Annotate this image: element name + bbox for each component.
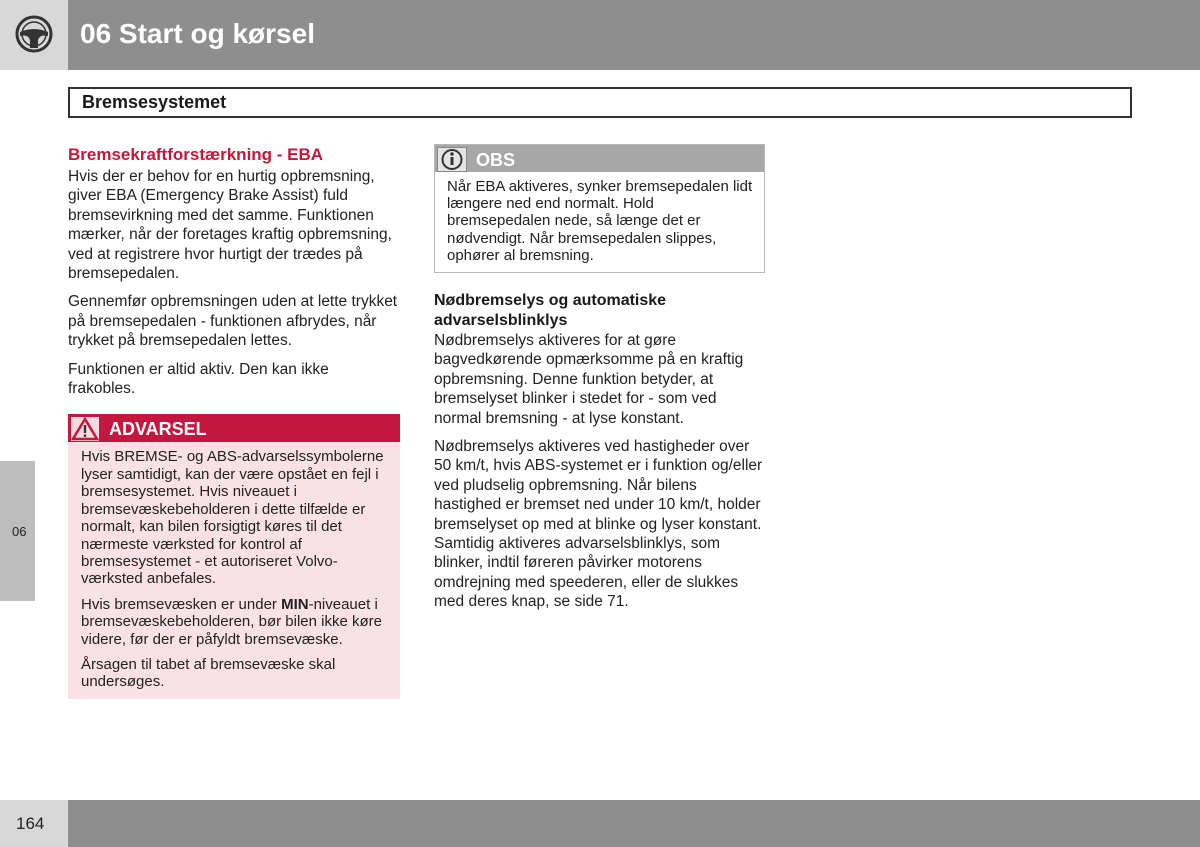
header-bar [0, 0, 1200, 70]
section-title: Bremsesystemet [82, 92, 227, 112]
obs-note-box [434, 144, 765, 273]
warning-body [68, 442, 400, 698]
min-level-label: MIN [281, 595, 309, 613]
eba-paragraph-2: Gennemfør opbremsningen uden at lette trykket på bremsepedalen - funktionen afbrydes, når trykket på bremsepedalen lettes. [68, 293, 398, 350]
obs-text: Når EBA aktiveres, synker bremsepedalen lidt længere ned end normalt. Hold bremsepedalen nede, så længe det er nødvendigt. Når bremsepedalen slippes, ophører al bremsning. [447, 178, 753, 264]
chapter-icon-box [0, 0, 68, 70]
warning-triangle-icon [70, 416, 100, 442]
warning-box [68, 414, 400, 698]
warning-title: ADVARSEL [109, 419, 207, 440]
footer-bar [0, 800, 1200, 847]
brake-light-paragraph-2: Nødbremselys aktiveres ved hastigheder over 50 km/t, hvis ABS-systemet er i funktion og/eller ved pludselig opbremsning. Når bilens hastighed er bremset ned under 10 km/t, holder bremselyset op med at blinke og lyser konstant. Samtidig aktiveres advarselsblinklys, som blinker, indtil føreren påvirker motorens omdrejning med speederen, eller de slukkes med deres knap, se side 71. [434, 438, 763, 611]
obs-header [435, 145, 764, 172]
left-column [68, 144, 400, 699]
warning-header [68, 414, 400, 442]
eba-heading: Bremsekraftforstærkning - EBA [68, 145, 324, 164]
page-number-box [0, 800, 68, 847]
obs-title: OBS [476, 150, 516, 170]
info-icon [437, 147, 467, 172]
warning-paragraph-1: Hvis BREMSE- og ABS-advarselssymbolerne lyser samtidigt, kan der være opstået en fejl i bremsesystemet. Hvis niveauet i bremsevæskebeholderen i dette tilfælde er normalt, kan bilen forsigtigt køres til det nærmeste værksted for kontrol af bremsesystemet - et autoriseret Volvo-værksted anbefales. [81, 448, 384, 588]
warning-paragraph-3: Årsagen til tabet af bremsevæske skal undersøges. [81, 655, 336, 691]
right-column [434, 144, 765, 621]
chapter-title: 06 Start og kørsel [80, 18, 315, 49]
warning-paragraph-2-start: Hvis bremsevæsken er under [81, 595, 282, 613]
emergency-brake-light-heading: Nødbremselys og automatiske advarselsblinklys [434, 292, 667, 330]
section-header [68, 87, 1132, 118]
warning-paragraph-2 [81, 596, 384, 648]
warning-paragraph-2-end: -niveauet i bremsevæskebeholderen, bør bilen ikke køre videre, før der er påfyldt bremsevæske. [81, 595, 382, 648]
chapter-tab-label: 06 [12, 524, 27, 539]
obs-body [435, 172, 764, 272]
eba-paragraph-3: Funktionen er altid aktiv. Den kan ikke frakobles. [68, 360, 329, 398]
steering-wheel-icon [14, 14, 54, 54]
page-number: 164 [16, 814, 45, 833]
eba-paragraph-1: Hvis der er behov for en hurtig opbremsning, giver EBA (Emergency Brake Assist) fuld bremsevirkning med det samme. Funktionen mærker, når der foretages kraftig opbremsning, ved at registrere hvor hurtigt der trædes på bremsepedalen. [68, 168, 392, 283]
brake-light-paragraph-1: Nødbremselys aktiveres for at gøre bagvedkørende opmærksomme på en kraftig opbremsning. Denne funktion betyder, at bremselyset blinker i stedet for - som ved normal bremsning - at lyse konstant. [434, 332, 744, 427]
